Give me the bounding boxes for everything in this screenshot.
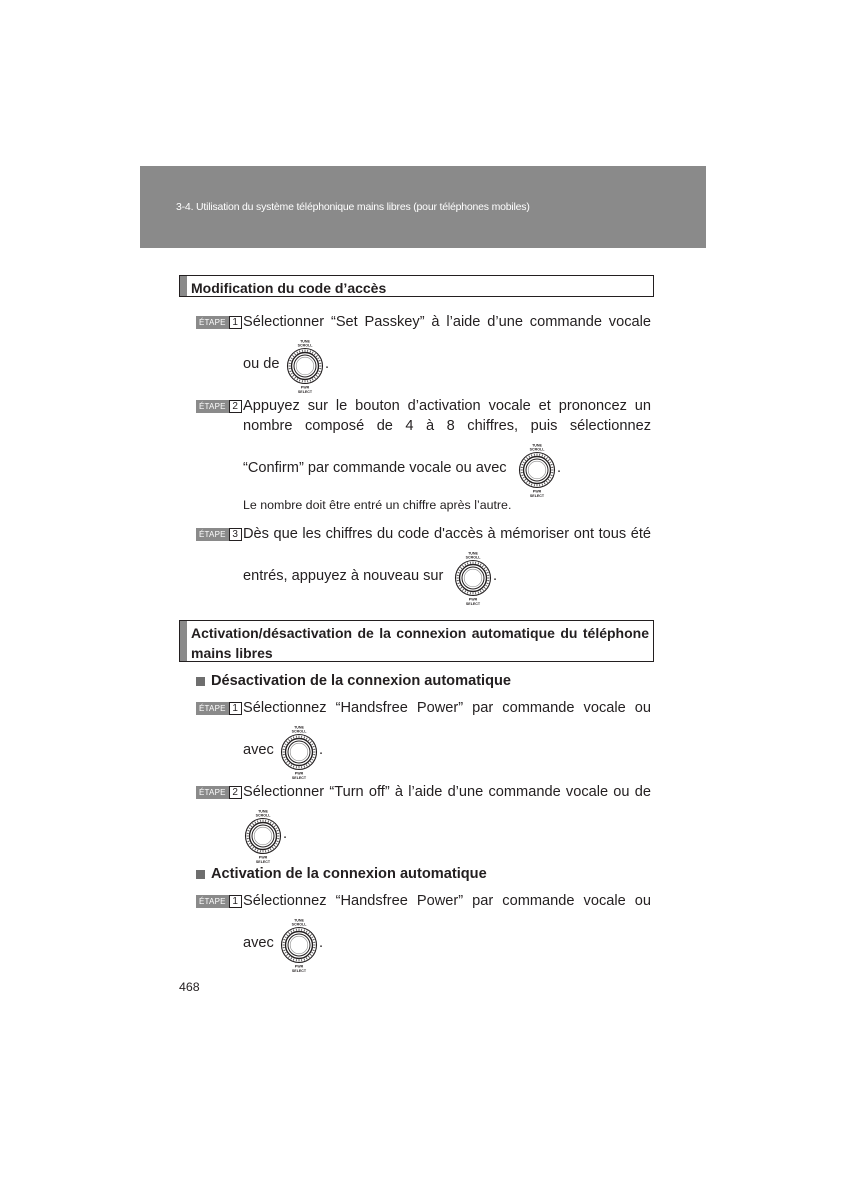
step-text: Sélectionnez “Handsfree Power” par commande vocale ou [243, 893, 651, 909]
section-title: Modification du code d’accès [191, 280, 387, 296]
step-text-suffix: . [557, 460, 562, 476]
subsection-heading-text: Désactivation de la connexion automatique [211, 673, 512, 689]
section-title-box [179, 620, 654, 662]
subsection-heading-text: Activation de la connexion automatique [211, 866, 487, 882]
square-bullet-icon [196, 677, 205, 686]
knob-label: SCROLL [529, 447, 545, 452]
knob-label: SCROLL [255, 813, 271, 818]
step-text-suffix: . [283, 826, 288, 842]
tune-select-knob-icon [517, 442, 557, 498]
knob-label: PWR [258, 855, 268, 860]
step-text-suffix: . [319, 742, 324, 758]
step-text: Sélectionner “Turn off” à l’aide d’une commande vocale ou de [243, 784, 651, 800]
knob-label: TUNE [294, 725, 304, 730]
step-badge [196, 786, 242, 799]
step-text-prefix: ou de [243, 356, 280, 372]
step-label: ÉTAPE [196, 316, 229, 329]
knob-label: TUNE [532, 443, 542, 448]
step-note: Le nombre doit être entré un chiffre après l’autre. [243, 498, 512, 512]
subsection-heading [196, 866, 487, 882]
step-text: nombre composé de 4 à 8 chiffres, puis sélectionnez [243, 418, 651, 434]
subsection-heading [196, 673, 511, 689]
step-number: 1 [229, 895, 242, 908]
knob-label: SELECT [529, 494, 545, 498]
step-number: 2 [229, 400, 242, 413]
step-label: ÉTAPE [196, 786, 229, 799]
tune-select-knob-icon [279, 724, 319, 780]
step-text-prefix: entrés, appuyez à nouveau sur [243, 568, 444, 584]
step-text-suffix: . [493, 568, 498, 584]
knob-label: PWR [294, 771, 304, 776]
step-text-prefix: “Confirm” par commande vocale ou avec [243, 460, 507, 476]
knob-label: SELECT [465, 602, 481, 606]
step-text: Sélectionnez “Handsfree Power” par commande vocale ou [243, 700, 651, 716]
knob-label: SELECT [297, 390, 313, 394]
knob-label: PWR [300, 385, 310, 390]
step-text-prefix: avec [243, 742, 274, 758]
step-number: 2 [229, 786, 242, 799]
knob-label: TUNE [258, 809, 268, 814]
step-label: ÉTAPE [196, 528, 229, 541]
chapter-breadcrumb: 3-4. Utilisation du système téléphonique mains libres (pour téléphones mobiles) [176, 201, 530, 213]
step-text-suffix: . [325, 356, 330, 372]
knob-label: TUNE [468, 551, 478, 556]
step-label: ÉTAPE [196, 400, 229, 413]
knob-label: SCROLL [291, 922, 307, 927]
step-badge [196, 316, 242, 329]
step-number: 1 [229, 316, 242, 329]
square-bullet-icon [196, 870, 205, 879]
knob-label: PWR [294, 964, 304, 969]
step-text-prefix: avec [243, 935, 274, 951]
step-text-suffix: . [319, 935, 324, 951]
step-text: Appuyez sur le bouton d’activation vocale et prononcez un [243, 398, 651, 414]
knob-label: TUNE [294, 918, 304, 923]
step-badge [196, 400, 242, 413]
step-badge [196, 528, 242, 541]
step-text: Dès que les chiffres du code d'accès à mémoriser ont tous été [243, 526, 651, 542]
knob-label: TUNE [300, 339, 310, 344]
knob-label: SCROLL [465, 555, 481, 560]
knob-label: PWR [532, 489, 542, 494]
knob-label: PWR [468, 597, 478, 602]
page-number: 468 [179, 980, 200, 994]
chapter-header-band [140, 166, 706, 248]
tune-select-knob-icon [279, 917, 319, 973]
step-number: 1 [229, 702, 242, 715]
tune-select-knob-icon [285, 338, 325, 394]
tune-select-knob-icon [453, 550, 493, 606]
knob-label: SELECT [291, 969, 307, 973]
step-badge [196, 702, 242, 715]
tune-select-knob-icon [243, 808, 283, 864]
step-text: Sélectionner “Set Passkey” à l’aide d’une commande vocale [243, 314, 651, 330]
section-title: Activation/désactivation de la connexion automatique du téléphone mains libres [191, 625, 649, 661]
knob-label: SELECT [291, 776, 307, 780]
knob-label: SCROLL [291, 729, 307, 734]
knob-label: SCROLL [297, 343, 313, 348]
step-label: ÉTAPE [196, 895, 229, 908]
step-label: ÉTAPE [196, 702, 229, 715]
section-title-box [179, 275, 654, 297]
step-number: 3 [229, 528, 242, 541]
step-badge [196, 895, 242, 908]
knob-label: SELECT [255, 860, 271, 864]
